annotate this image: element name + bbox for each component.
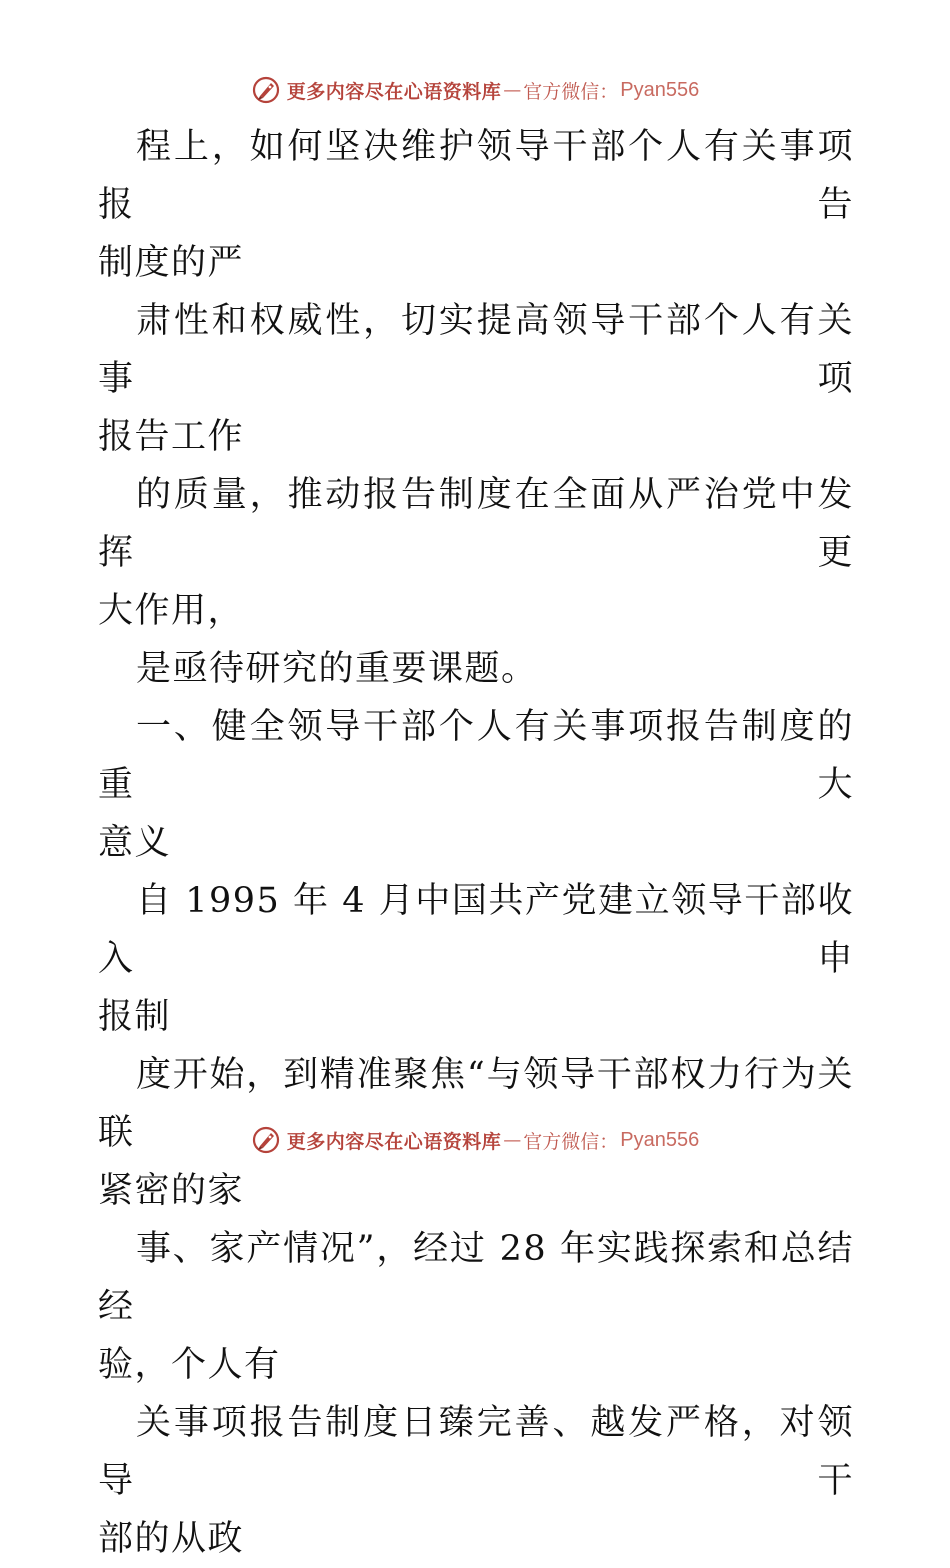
paragraph-line: 肃性和权威性，切实提高领导干部个人有关事项 bbox=[98, 301, 854, 399]
paragraph-line: 自 1995 年 4 月中国共产党建立领导干部收入申 bbox=[98, 881, 854, 979]
paragraph-line-wrap: 报告工作 bbox=[98, 417, 245, 457]
body-paragraph bbox=[98, 1394, 854, 1568]
header-wechat-label: 官方微信： bbox=[523, 80, 619, 103]
footer-site-text: 更多内容尽在心语资料库 bbox=[286, 1130, 502, 1153]
paragraph-line: 度开始，到精准聚焦“与领导干部权力行为关联 bbox=[98, 1055, 854, 1153]
body-paragraph bbox=[98, 466, 854, 640]
paragraph-line-wrap: 验，个人有 bbox=[98, 1345, 281, 1385]
header-banner bbox=[0, 70, 950, 110]
paragraph-line-wrap: 大作用， bbox=[98, 591, 245, 631]
paragraph-line: 事、家产情况”，经过 28 年实践探索和总结经 bbox=[98, 1229, 854, 1327]
heading-line: 一、健全领导干部个人有关事项报告制度的重大 bbox=[98, 707, 854, 805]
header-separator: — bbox=[503, 79, 522, 101]
header-site-text: 更多内容尽在心语资料库 bbox=[286, 80, 502, 103]
paragraph-line-wrap: 报制 bbox=[98, 997, 172, 1037]
body-paragraph bbox=[98, 292, 854, 466]
pen-nib-logo-icon bbox=[251, 75, 281, 105]
paragraph-line: 程上，如何坚决维护领导干部个人有关事项报告 bbox=[98, 127, 854, 225]
paragraph-line: 是亟待研究的重要课题。 bbox=[136, 649, 538, 689]
heading-line-wrap: 意义 bbox=[98, 823, 172, 863]
footer-separator: — bbox=[503, 1129, 522, 1151]
paragraph-line: 的质量，推动报告制度在全面从严治党中发挥更 bbox=[98, 475, 854, 573]
paragraph-line-wrap: 部的从政 bbox=[98, 1519, 245, 1559]
paragraph-line-wrap: 紧密的家 bbox=[98, 1171, 245, 1211]
document-body bbox=[98, 118, 854, 1568]
pen-nib-logo-icon bbox=[251, 1125, 281, 1155]
footer-wechat-label: 官方微信： bbox=[523, 1130, 619, 1153]
body-paragraph bbox=[98, 872, 854, 1046]
body-paragraph bbox=[98, 1220, 854, 1394]
header-wechat-id: Pyan556 bbox=[620, 78, 700, 101]
paragraph-line-wrap: 制度的严 bbox=[98, 243, 245, 283]
footer-wechat-id: Pyan556 bbox=[620, 1128, 700, 1151]
paragraph-line: 关事项报告制度日臻完善、越发严格，对领导干 bbox=[98, 1403, 854, 1501]
body-paragraph bbox=[98, 640, 854, 698]
section-heading bbox=[98, 698, 854, 872]
body-paragraph bbox=[98, 118, 854, 292]
footer-banner bbox=[0, 1120, 950, 1160]
